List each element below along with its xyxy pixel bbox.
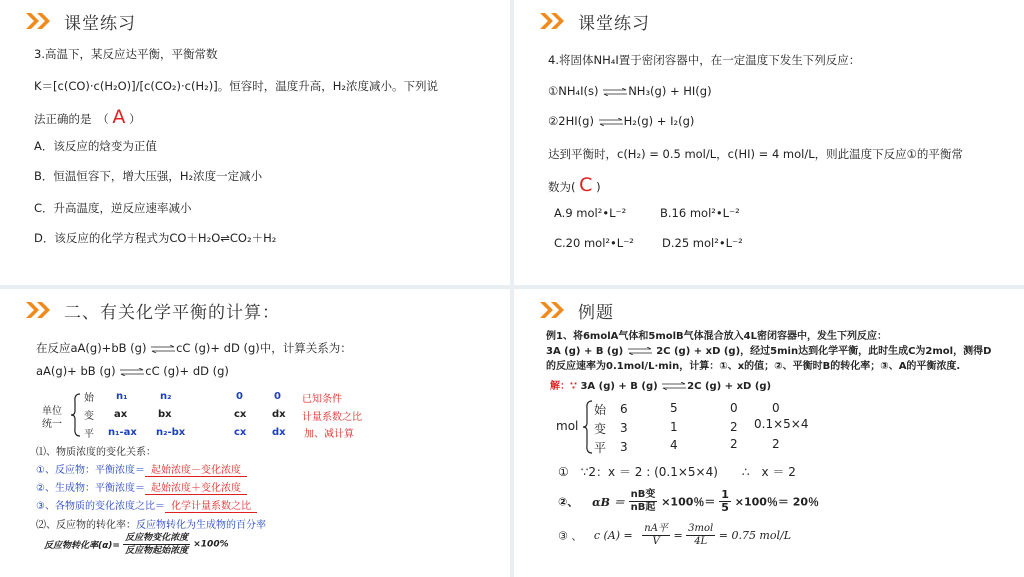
panel-title: 课堂练习 [64, 13, 136, 34]
table-cell: 5 [670, 401, 678, 415]
conc-item-2: ②、生成物：平衡浓度＝ 起始浓度＋变化浓度 [36, 479, 247, 494]
question-line: 法正确的是 （ A ） [34, 106, 141, 128]
unit-label: 单位 [42, 406, 62, 417]
example-line: 3A (g) + B (g) 2C (g) + xD (g)，经过5min达到化学平衡，此时生成C为2mol，测得D [546, 346, 992, 357]
answer-mark: C [579, 174, 593, 196]
equilibrium-arrow-icon [150, 345, 176, 353]
panel-exercise-3 [0, 0, 510, 285]
option-a: A．该反应的焓变为正值 [34, 139, 157, 153]
option-d: D．该反应的化学方程式为CO＋H₂O⇌CO₂＋H₂ [34, 231, 277, 245]
general-equation: aA(g)+ bB (g) cC (g)+ dD (g) [36, 364, 229, 378]
row-label-start: 始 [594, 403, 607, 417]
panel-title: 例题 [578, 302, 614, 323]
table-cell: 4 [670, 438, 678, 452]
unit-label: 统一 [42, 419, 62, 430]
panel-title: 课堂练习 [578, 13, 650, 34]
panel-example [514, 289, 1024, 577]
table-cell: n₁ [116, 391, 128, 402]
unit-label: mol [556, 419, 579, 433]
double-chevron-right-icon [24, 300, 54, 320]
table-cell: 2 [730, 437, 738, 451]
equilibrium-arrow-icon [661, 382, 687, 390]
table-cell: 3 [620, 440, 628, 454]
step-3: ③ 、 c (A) = $\frac{\text{nA平}}{V}$ = $\frac{\text{3mol}}{4L}$ = 0.75 mol/L [558, 523, 792, 547]
table-cell: 0.1×5×4 [754, 417, 809, 431]
solution-line: 解：∵ 3A (g) + B (g) 2C (g) + xD (g) [550, 381, 772, 392]
question-line: 4.将固体NH₄I置于密闭容器中，在一定温度下发生下列反应： [548, 53, 861, 67]
double-chevron-right-icon [538, 11, 568, 31]
example-line: 例1、将6molA气体和5molB气体混合放入4L密闭容器中，发生下列反应： [546, 331, 888, 342]
question-line: K＝[c(CO)·c(H₂O)]/[c(CO₂)·c(H₂)]。恒容时，温度升高，H₂浓度减小。下列说 [34, 79, 438, 93]
option-d: D.25 mol²•L⁻² [662, 236, 743, 250]
option-b: B.16 mol²•L⁻² [660, 206, 740, 220]
panel-header [538, 297, 614, 323]
table-cell: cx [234, 409, 247, 420]
table-cell: 6 [620, 402, 628, 416]
table-cell: n₂-bx [156, 427, 186, 438]
equilibrium-arrow-icon [602, 88, 628, 96]
equilibrium-arrow-icon [119, 368, 145, 376]
equilibrium-arrow-icon [598, 118, 624, 126]
option-c: C.20 mol²•L⁻² [554, 236, 634, 250]
panel-header [24, 8, 136, 34]
row-label-equilibrium: 平 [84, 429, 94, 440]
table-cell: bx [158, 409, 172, 420]
table-cell: 3 [620, 421, 628, 435]
note-known: 已知条件 [302, 394, 342, 405]
table-cell: 2 [730, 420, 738, 434]
double-chevron-right-icon [24, 11, 54, 31]
row-label-start: 始 [84, 393, 94, 404]
panel-title: 二、有关化学平衡的计算： [64, 302, 280, 323]
panel-header [24, 297, 280, 323]
answer-mark: A [112, 106, 126, 128]
example-line: 的反应速率为0.1mol/L·min，计算：①、x的值；②、平衡时B的转化率；③、A的平衡浓度. [546, 361, 961, 372]
conc-item-1: ①、反应物：平衡浓度＝ 起始浓度－变化浓度 [36, 461, 247, 476]
row-label-change: 变 [594, 422, 607, 436]
option-a: A.9 mol²•L⁻² [554, 206, 627, 220]
reaction-2: ②2HI(g) H₂(g) + I₂(g) [548, 114, 695, 128]
table-cell: cx [234, 427, 247, 438]
intro-line: 在反应aA(g)+bB (g) cC (g)+ dD (g)中，计算关系为： [36, 341, 352, 355]
row-label-equilibrium: 平 [594, 441, 607, 455]
row-label-change: 变 [84, 411, 94, 422]
question-line: 数为( C ) [548, 174, 601, 196]
option-b: B．恒温恒容下，增大压强，H₂浓度一定减小 [34, 169, 263, 183]
table-cell: n₂ [160, 391, 172, 402]
note-ratio: 计量系数之比 [302, 412, 362, 423]
table-cell: dx [272, 409, 286, 420]
panel-exercise-4 [514, 0, 1024, 285]
table-cell: ax [114, 409, 128, 420]
conversion-formula: 反应物转化率(α)= $\frac{\text{反应物变化浓度}}{\text{反应物起始浓度}}$ ×100% [44, 533, 229, 556]
table-cell: dx [272, 427, 286, 438]
question-line: 3.高温下，某反应达平衡，平衡常数 [34, 47, 218, 61]
left-brace-icon [70, 392, 82, 438]
double-chevron-right-icon [538, 300, 568, 320]
left-brace-icon [582, 399, 594, 455]
panel-equilibrium-calculation [0, 289, 510, 577]
table-cell: 0 [772, 401, 780, 415]
conc-title: ⑴、物质浓度的变化关系： [36, 447, 156, 458]
table-cell: 0 [274, 391, 281, 402]
reaction-1: ①NH₄I(s) NH₃(g) + HI(g) [548, 84, 712, 98]
table-cell: 0 [236, 391, 243, 402]
conversion-title: ⑵、反应物的转化率：反应物转化为生成物的百分率 [36, 520, 266, 531]
step-1: ① ∵2：x ＝ 2 : (0.1×5×4) ∴ x ＝ 2 [558, 465, 796, 479]
note-arith: 加、减计算 [304, 429, 354, 440]
option-c: C．升高温度，逆反应速率减小 [34, 201, 192, 215]
table-cell: 1 [670, 420, 678, 434]
table-cell: n₁-ax [108, 427, 137, 438]
table-cell: 0 [730, 401, 738, 415]
question-line: 达到平衡时，c(H₂) = 0.5 mol/L，c(HI) = 4 mol/L，则此温度下反应①的平衡常 [548, 147, 963, 161]
equilibrium-arrow-icon [627, 347, 653, 355]
step-2: ②、 αB ＝ $\frac{\text{nB变}}{\text{nB起}}$ ×100％＝ $\frac{1}{5}$ ×100％＝ 20％ [558, 488, 820, 514]
panel-header [538, 8, 650, 34]
conc-item-3: ③、各物质的变化浓度之比＝ 化学计量系数之比 [36, 497, 257, 512]
table-cell: 2 [772, 437, 780, 451]
